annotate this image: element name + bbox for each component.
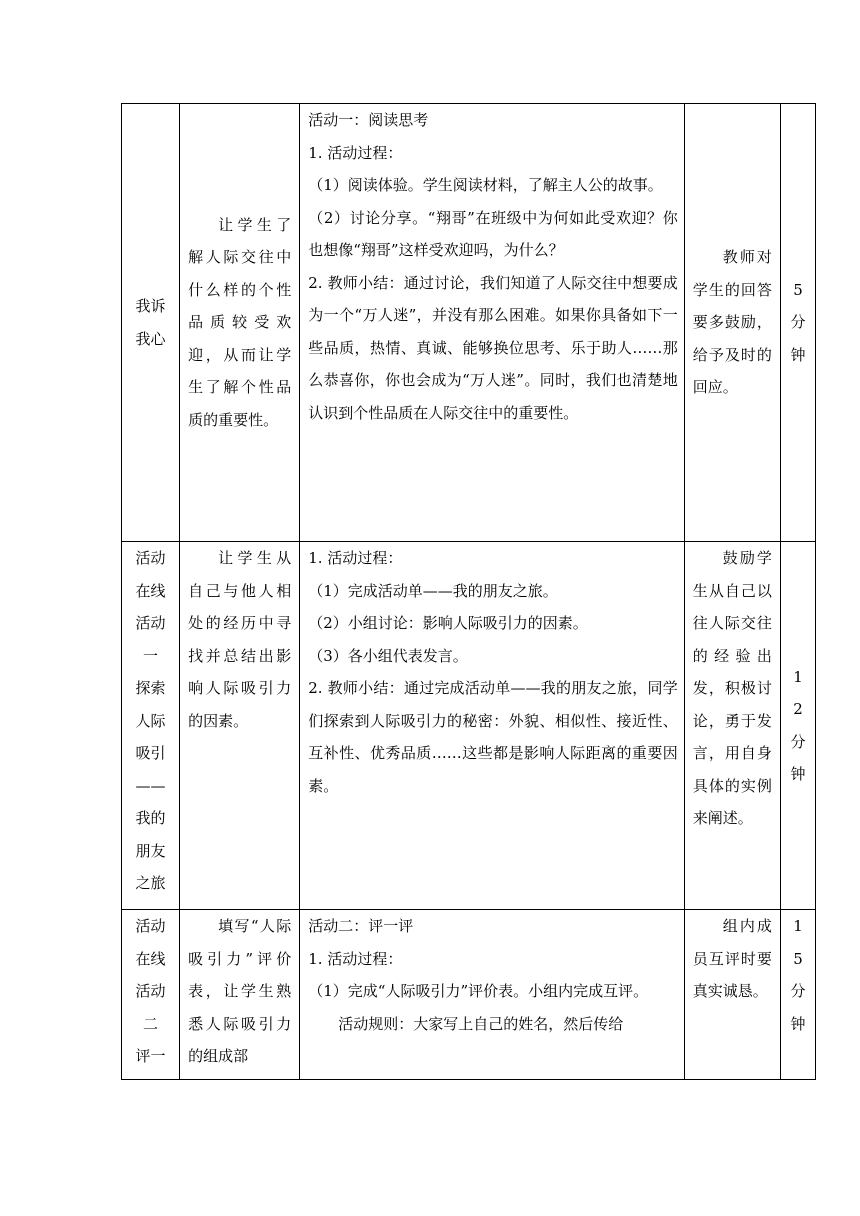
goal-cell: 让学生从自己与他人相处的经历中寻找并总结出影响人际吸引力的因素。: [180, 542, 300, 910]
table-row: [122, 910, 816, 1080]
note-cell: 鼓励学生从自己以往人际交往的经验出发，积极讨论，勇于发言，用自身具体的实例来阐述。: [684, 542, 780, 910]
goal-cell: 填写“人际吸引力”评价表，让学生熟悉人际吸引力的组成部: [180, 910, 300, 1080]
time-cell: 1 5 分 钟: [780, 910, 815, 1080]
time-cell: 5 分 钟: [780, 104, 815, 542]
process-cell: 活动一：阅读思考 1. 活动过程： （1）阅读体验。学生阅读材料，了解主人公的故事。 （2）讨论分享。“翔哥”在班级中为何如此受欢迎？你也想像“翔哥”这样受欢迎吗，为什么？ 2. 教师小结：通过讨论，我们知道了人际交往中想要成为一个“万人迷”，并没有那么困难。如果你具备如下一些品质，热情、真诚、能够换位思考、乐于助人……那么恭喜你，你也会成为“万人迷”。同时，我们也清楚地认识到个性品质在人际交往中的重要性。: [300, 104, 685, 542]
process-cell: 活动二：评一评 1. 活动过程： （1）完成“人际吸引力”评价表。小组内完成互评。 活动规则：大家写上自己的姓名，然后传给: [300, 910, 685, 1080]
process-cell: 1. 活动过程： （1）完成活动单——我的朋友之旅。 （2）小组讨论：影响人际吸引力的因素。 （3）各小组代表发言。 2. 教师小结：通过完成活动单——我的朋友之旅，同学们探索到人际吸引力的秘密：外貌、相似性、接近性、互补性、优秀品质……这些都是影响人际距离的重要因素。: [300, 542, 685, 910]
time-cell: 1 2 分 钟: [780, 542, 815, 910]
table-row: [122, 104, 816, 542]
note-cell: 组内成员互评时要真实诚恳。: [684, 910, 780, 1080]
stage-cell: 活动 在线 活动 一 探索 人际 吸引 —— 我的 朋友 之旅: [122, 542, 180, 910]
table-row: [122, 542, 816, 910]
stage-cell: 活动 在线 活动 二 评一: [122, 910, 180, 1080]
lesson-plan-table: [121, 103, 816, 1080]
note-cell: 教师对学生的回答要多鼓励，给予及时的回应。: [684, 104, 780, 542]
goal-cell: 让学生了解人际交往中什么样的个性品质较受欢迎，从而让学生了解个性品质的重要性。: [180, 104, 300, 542]
stage-cell: 我诉 我心: [122, 104, 180, 542]
